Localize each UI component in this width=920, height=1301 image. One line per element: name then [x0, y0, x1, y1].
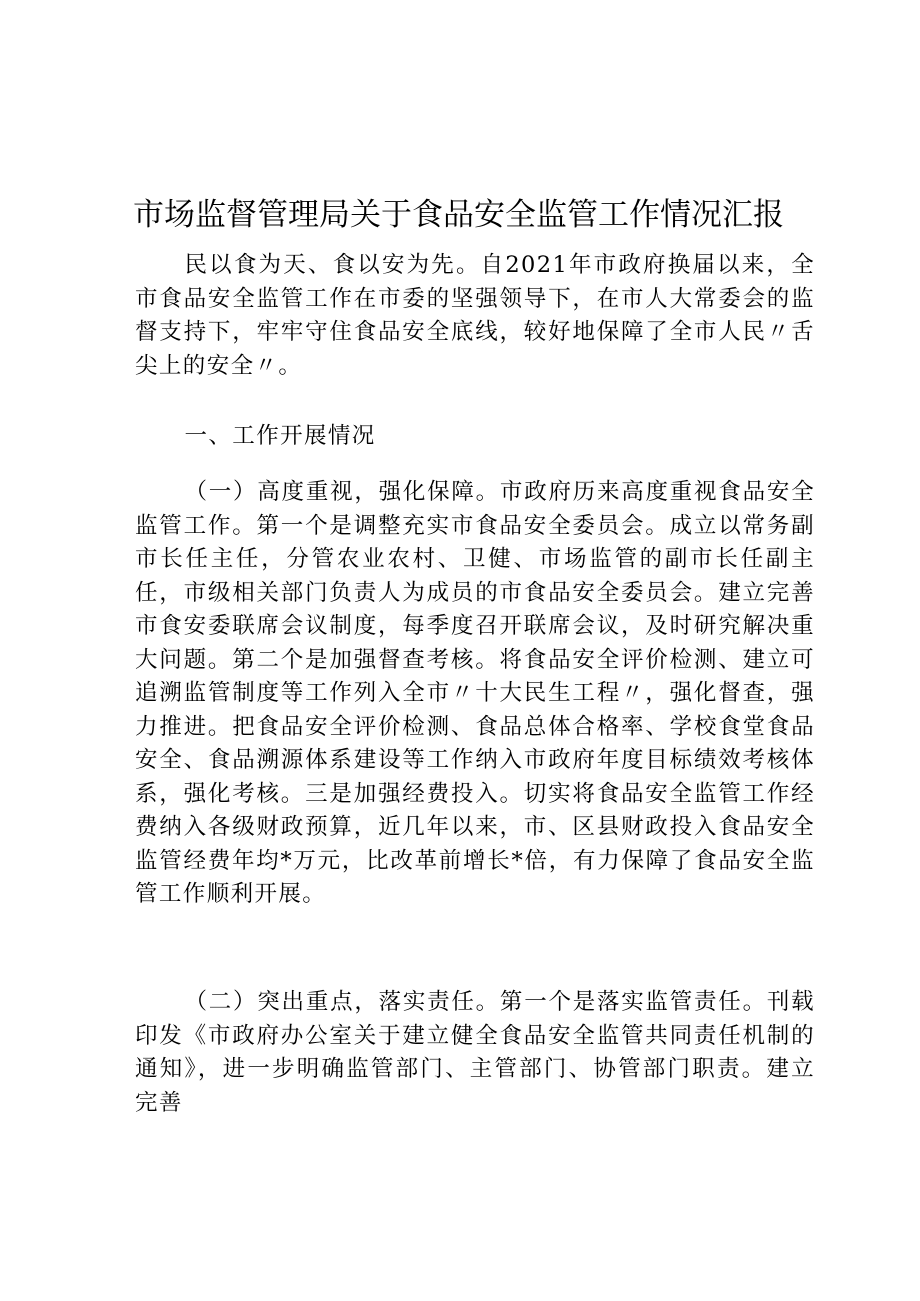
- section-2-paragraph: （二）突出重点，落实责任。第一个是落实监管责任。刊载印发《市政府办公室关于建立健全食品安全监管共同责任机制的通知》，进一步明确监管部门、主管部门、协管部门职责。建立完善: [135, 989, 815, 1116]
- intro-paragraph: 民以食为天、食以安为先。自2021年市政府换届以来，全市食品安全监管工作在市委的坚强领导下，在市人大常委会的监督支持下，牢牢守住食品安全底线，较好地保障了全市人民〃舌尖上的安全〃。: [135, 252, 815, 379]
- document-title: 市场监督管理局关于食品安全监管工作情况汇报: [133, 197, 784, 233]
- section-1-paragraph: （一）高度重视，强化保障。市政府历来高度重视食品安全监管工作。第一个是调整充实市食品安全委员会。成立以常务副市长任主任，分管农业农村、卫健、市场监管的副市长任副主任，市级相关部门负责人为成员的市食品安全委员会。建立完善市食安委联席会议制度，每季度召开联席会议，及时研究解决重大问题。第二个是加强督查考核。将食品安全评价检测、建立可追溯监管制度等工作列入全市〃十大民生工程〃，强化督查，强力推进。把食品安全评价检测、食品总体合格率、学校食堂食品安全、食品溯源体系建设等工作纳入市政府年度目标绩效考核体系，强化考核。三是加强经费投入。切实将食品安全监管工作经费纳入各级财政预算，近几年以来，市、区县财政投入食品安全监管经费年均*万元，比改革前增长*倍，有力保障了食品安全监管工作顺利开展。: [135, 479, 815, 907]
- section-heading: 一、工作开展情况: [184, 423, 376, 449]
